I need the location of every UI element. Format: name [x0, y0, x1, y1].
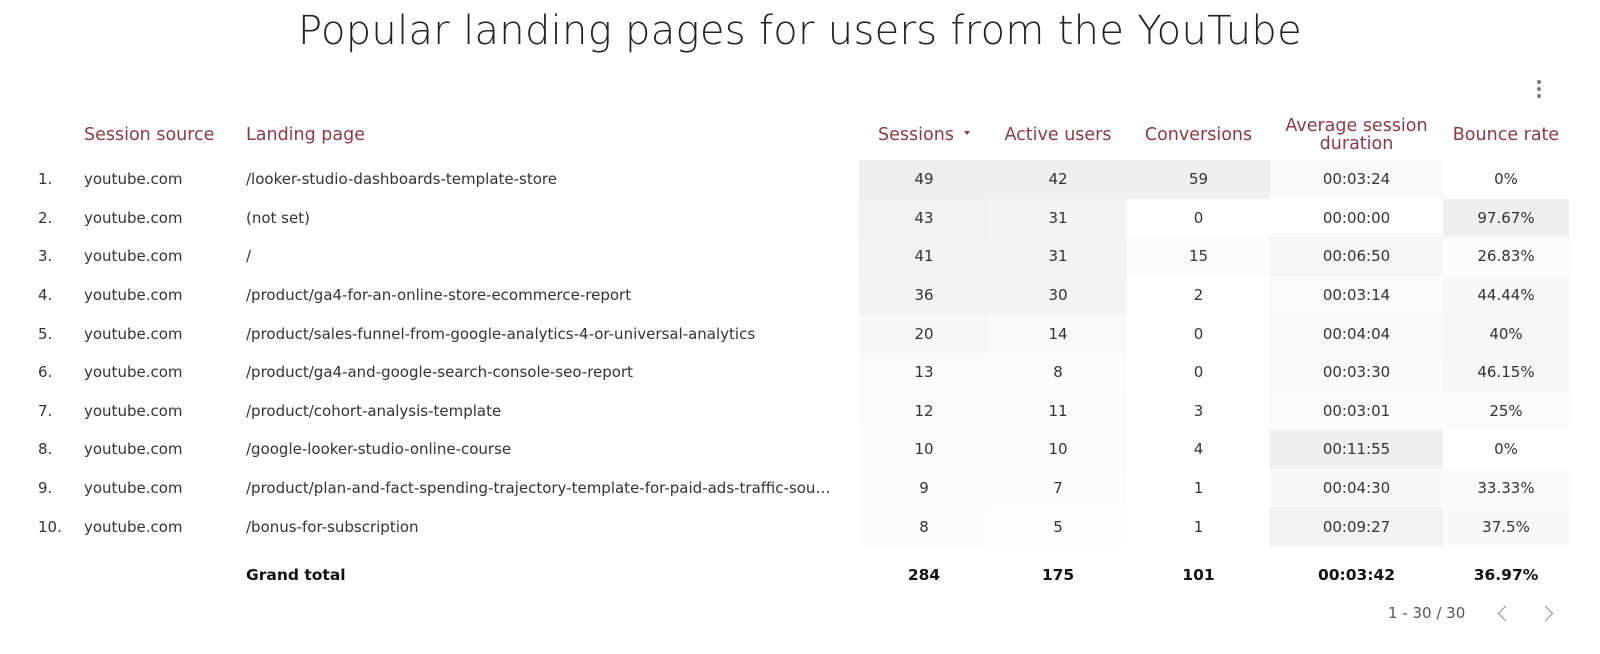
row-index: 7. — [38, 401, 53, 420]
landing-pages-table — [30, 110, 1569, 604]
active-users-cell: 5 — [989, 507, 1127, 546]
conversions-cell: 1 — [1127, 507, 1270, 546]
conversions-cell: 4 — [1127, 430, 1270, 469]
sessions-cell: 43 — [859, 199, 989, 238]
active-users-cell: 14 — [989, 314, 1127, 353]
row-index: 3. — [38, 247, 53, 266]
landing-page-cell: /product/sales-funnel-from-google-analytics-4-or-universal-analytics — [246, 324, 756, 343]
conversions-cell: 1 — [1127, 469, 1270, 508]
landing-page-cell: /google-looker-studio-online-course — [246, 440, 512, 459]
active-users-cell: 10 — [989, 430, 1127, 469]
bounce-rate-cell: 46.15% — [1443, 353, 1569, 392]
active-users-cell: 8 — [989, 353, 1127, 392]
session-source-cell: youtube.com — [84, 440, 183, 459]
sessions-cell: 12 — [859, 392, 989, 431]
header-sessions[interactable] — [859, 110, 989, 160]
row-index: 2. — [38, 208, 53, 227]
header-avg-session-duration[interactable]: Average session duration — [1285, 116, 1428, 154]
table-row[interactable] — [30, 314, 1569, 353]
conversions-cell: 0 — [1127, 199, 1270, 238]
sessions-cell: 20 — [859, 314, 989, 353]
session-source-cell: youtube.com — [84, 479, 183, 498]
header-landing-page[interactable]: Landing page — [246, 125, 366, 145]
header-bounce-rate[interactable]: Bounce rate — [1452, 125, 1560, 145]
bounce-rate-cell: 0% — [1443, 430, 1569, 469]
bounce-rate-cell: 25% — [1443, 392, 1569, 431]
page-title: Popular landing pages for users from the YouTube — [297, 8, 1303, 54]
active-users-cell: 11 — [989, 392, 1127, 431]
session-source-cell: youtube.com — [84, 208, 183, 227]
sessions-cell: 36 — [859, 276, 989, 315]
conversions-cell: 3 — [1127, 392, 1270, 431]
total-active-users: 175 — [1041, 565, 1075, 584]
avg-duration-cell: 00:04:30 — [1270, 469, 1443, 508]
session-source-cell: youtube.com — [84, 517, 183, 536]
session-source-cell: youtube.com — [84, 401, 183, 420]
session-source-cell: youtube.com — [84, 286, 183, 305]
table-row[interactable] — [30, 430, 1569, 469]
avg-duration-cell: 00:03:24 — [1270, 160, 1443, 199]
grand-total-label: Grand total — [246, 565, 346, 584]
active-users-cell: 31 — [989, 199, 1127, 238]
total-sessions: 284 — [907, 565, 941, 584]
conversions-cell: 0 — [1127, 314, 1270, 353]
bounce-rate-cell: 37.5% — [1443, 507, 1569, 546]
active-users-cell: 30 — [989, 276, 1127, 315]
table-row[interactable] — [30, 507, 1569, 546]
session-source-cell: youtube.com — [84, 363, 183, 382]
landing-page-cell: /bonus-for-subscription — [246, 517, 419, 536]
active-users-cell: 31 — [989, 237, 1127, 276]
row-index: 8. — [38, 440, 53, 459]
session-source-cell: youtube.com — [84, 170, 183, 189]
total-bounce-rate: 36.97% — [1473, 565, 1539, 584]
avg-duration-cell: 00:03:01 — [1270, 392, 1443, 431]
landing-page-cell: /looker-studio-dashboards-template-store — [246, 170, 557, 189]
row-index: 4. — [38, 286, 53, 305]
conversions-cell: 0 — [1127, 353, 1270, 392]
session-source-cell: youtube.com — [84, 324, 183, 343]
landing-page-cell: /product/plan-and-fact-spending-trajectory-template-for-paid-ads-traffic-sou… — [246, 479, 831, 498]
bounce-rate-cell: 40% — [1443, 314, 1569, 353]
sessions-cell: 49 — [859, 160, 989, 199]
row-index: 9. — [38, 479, 53, 498]
landing-page-cell: /product/ga4-and-google-search-console-seo-report — [246, 363, 634, 382]
conversions-cell: 59 — [1127, 160, 1270, 199]
chevron-right-icon[interactable] — [1540, 606, 1552, 618]
row-index: 5. — [38, 324, 53, 343]
header-session-source[interactable]: Session source — [84, 125, 215, 145]
bounce-rate-cell: 0% — [1443, 160, 1569, 199]
sessions-cell: 41 — [859, 237, 989, 276]
active-users-cell: 42 — [989, 160, 1127, 199]
pagination-label: 1 - 30 / 30 — [1388, 604, 1466, 622]
landing-page-cell: / — [246, 247, 252, 266]
avg-duration-cell: 00:04:04 — [1270, 314, 1443, 353]
sessions-cell: 10 — [859, 430, 989, 469]
landing-page-cell: /product/ga4-for-an-online-store-ecommerce-report — [246, 286, 632, 305]
sessions-cell: 9 — [859, 469, 989, 508]
table-row[interactable] — [30, 237, 1569, 276]
avg-duration-cell: 00:03:14 — [1270, 276, 1443, 315]
sessions-cell: 13 — [859, 353, 989, 392]
header-conversions[interactable]: Conversions — [1144, 125, 1253, 145]
sessions-cell: 8 — [859, 507, 989, 546]
table-header-row — [30, 110, 1569, 160]
more-vert-icon[interactable] — [1532, 78, 1546, 100]
total-index-cell — [30, 546, 84, 604]
total-source-cell — [84, 546, 246, 604]
bounce-rate-cell: 44.44% — [1443, 276, 1569, 315]
bounce-rate-cell: 26.83% — [1443, 237, 1569, 276]
conversions-cell: 2 — [1127, 276, 1270, 315]
avg-duration-cell: 00:11:55 — [1270, 430, 1443, 469]
session-source-cell: youtube.com — [84, 247, 183, 266]
total-conversions: 101 — [1182, 565, 1215, 584]
table-body — [30, 160, 1569, 546]
grand-total-row — [30, 546, 1569, 604]
table-row[interactable] — [30, 469, 1569, 508]
row-index: 10. — [38, 517, 62, 536]
row-index: 1. — [38, 170, 53, 189]
chevron-left-icon[interactable] — [1496, 606, 1508, 618]
avg-duration-cell: 00:03:30 — [1270, 353, 1443, 392]
row-index: 6. — [38, 363, 53, 382]
table-row[interactable] — [30, 199, 1569, 238]
avg-duration-cell: 00:00:00 — [1270, 199, 1443, 238]
table-row[interactable] — [30, 392, 1569, 431]
header-index — [30, 110, 84, 160]
active-users-cell: 7 — [989, 469, 1127, 508]
header-active-users[interactable]: Active users — [1004, 125, 1112, 145]
avg-duration-cell: 00:06:50 — [1270, 237, 1443, 276]
table-row[interactable] — [30, 276, 1569, 315]
bounce-rate-cell: 97.67% — [1443, 199, 1569, 238]
table-row[interactable] — [30, 160, 1569, 199]
sort-down-icon — [964, 131, 970, 135]
avg-duration-cell: 00:09:27 — [1270, 507, 1443, 546]
landing-page-cell: (not set) — [246, 208, 310, 227]
table-row[interactable] — [30, 353, 1569, 392]
bounce-rate-cell: 33.33% — [1443, 469, 1569, 508]
header-sessions-label: Sessions — [878, 125, 954, 145]
total-avg-duration: 00:03:42 — [1317, 565, 1396, 584]
landing-page-cell: /product/cohort-analysis-template — [246, 401, 502, 420]
conversions-cell: 15 — [1127, 237, 1270, 276]
